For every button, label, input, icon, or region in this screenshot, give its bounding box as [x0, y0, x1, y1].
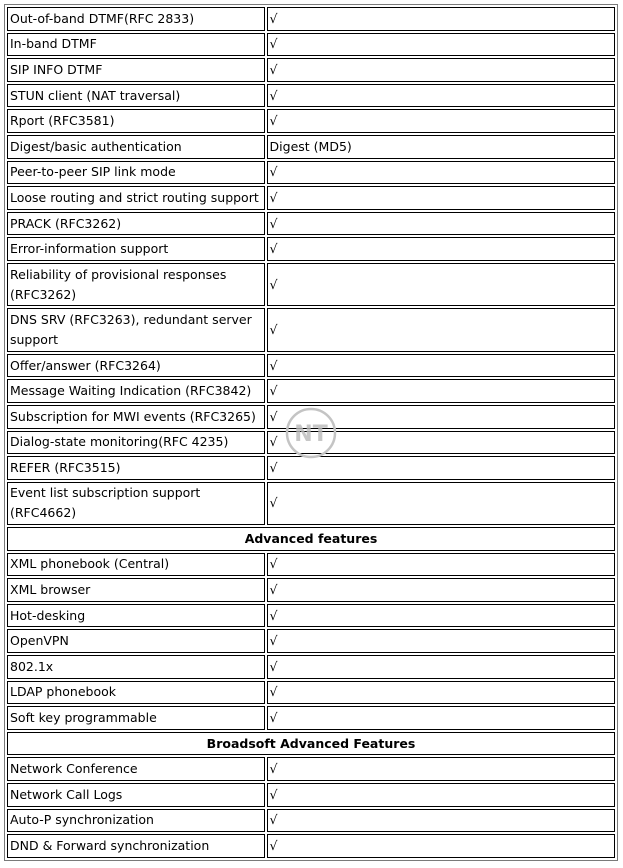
supported-check-cell: √: [267, 482, 615, 525]
supported-check-cell: √: [267, 7, 615, 31]
feature-row: [7, 783, 615, 807]
feature-row: [7, 354, 615, 378]
feature-name-cell: Dialog-state monitoring(RFC 4235): [7, 431, 265, 455]
feature-row: [7, 58, 615, 82]
feature-name-cell: PRACK (RFC3262): [7, 212, 265, 236]
feature-row: [7, 834, 615, 858]
supported-check-cell: √: [267, 84, 615, 108]
feature-name-cell: In-band DTMF: [7, 33, 265, 57]
feature-name-cell: Network Call Logs: [7, 783, 265, 807]
feature-name-cell: XML browser: [7, 578, 265, 602]
feature-name-cell: Soft key programmable: [7, 706, 265, 730]
section-title: Advanced features: [7, 527, 615, 551]
feature-row: [7, 109, 615, 133]
supported-check-cell: √: [267, 456, 615, 480]
feature-name-cell: Digest/basic authentication: [7, 135, 265, 159]
supported-check-cell: √: [267, 706, 615, 730]
feature-name-cell: Hot-desking: [7, 604, 265, 628]
feature-name-cell: Rport (RFC3581): [7, 109, 265, 133]
supported-check-cell: √: [267, 263, 615, 306]
feature-row: [7, 84, 615, 108]
feature-name-cell: Network Conference: [7, 757, 265, 781]
supported-check-cell: √: [267, 58, 615, 82]
section-header-row: [7, 732, 615, 756]
feature-name-cell: XML phonebook (Central): [7, 553, 265, 577]
supported-check-cell: √: [267, 629, 615, 653]
feature-name-cell: SIP INFO DTMF: [7, 58, 265, 82]
feature-row: [7, 135, 615, 159]
feature-row: [7, 405, 615, 429]
feature-name-cell: Offer/answer (RFC3264): [7, 354, 265, 378]
feature-row: [7, 706, 615, 730]
supported-check-cell: √: [267, 783, 615, 807]
feature-name-cell: Peer-to-peer SIP link mode: [7, 161, 265, 185]
feature-row: [7, 212, 615, 236]
supported-check-cell: √: [267, 212, 615, 236]
supported-check-cell: √: [267, 604, 615, 628]
supported-check-cell: √: [267, 33, 615, 57]
feature-name-cell: Reliability of provisional responses (RFC3262): [7, 263, 265, 306]
feature-row: [7, 308, 615, 351]
section-header-row: [7, 527, 615, 551]
supported-check-cell: √: [267, 809, 615, 833]
feature-row: [7, 263, 615, 306]
watermark-text: NT: [294, 422, 328, 447]
feature-row: [7, 604, 615, 628]
feature-row: [7, 237, 615, 261]
feature-name-cell: DNS SRV (RFC3263), redundant server support: [7, 308, 265, 351]
feature-name-cell: Event list subscription support (RFC4662): [7, 482, 265, 525]
feature-row: [7, 681, 615, 705]
supported-check-cell: √: [267, 834, 615, 858]
feature-row: [7, 186, 615, 210]
feature-name-cell: Out-of-band DTMF(RFC 2833): [7, 7, 265, 31]
supported-check-cell: √: [267, 553, 615, 577]
feature-row: [7, 161, 615, 185]
supported-check-cell: √: [267, 354, 615, 378]
supported-check-cell: √: [267, 431, 615, 455]
feature-row: [7, 809, 615, 833]
supported-check-cell: √: [267, 109, 615, 133]
supported-check-cell: √: [267, 655, 615, 679]
feature-row: [7, 757, 615, 781]
feature-row: [7, 578, 615, 602]
supported-check-cell: √: [267, 161, 615, 185]
feature-row: [7, 379, 615, 403]
feature-name-cell: Error-information support: [7, 237, 265, 261]
feature-spec-table: [4, 4, 618, 861]
supported-check-cell: √: [267, 405, 615, 429]
feature-row: [7, 456, 615, 480]
supported-check-cell: √: [267, 237, 615, 261]
feature-name-cell: Loose routing and strict routing support: [7, 186, 265, 210]
feature-name-cell: Auto-P synchronization: [7, 809, 265, 833]
supported-check-cell: √: [267, 681, 615, 705]
feature-name-cell: REFER (RFC3515): [7, 456, 265, 480]
feature-name-cell: OpenVPN: [7, 629, 265, 653]
feature-name-cell: 802.1x: [7, 655, 265, 679]
feature-value-cell: Digest (MD5): [267, 135, 615, 159]
feature-name-cell: LDAP phonebook: [7, 681, 265, 705]
feature-row: [7, 553, 615, 577]
feature-row: [7, 431, 615, 455]
feature-name-cell: Subscription for MWI events (RFC3265): [7, 405, 265, 429]
supported-check-cell: √: [267, 757, 615, 781]
feature-row: [7, 629, 615, 653]
supported-check-cell: √: [267, 308, 615, 351]
feature-row: [7, 33, 615, 57]
feature-spec-body: [7, 7, 615, 858]
feature-name-cell: Message Waiting Indication (RFC3842): [7, 379, 265, 403]
feature-row: [7, 482, 615, 525]
supported-check-cell: √: [267, 186, 615, 210]
supported-check-cell: √: [267, 578, 615, 602]
section-title: Broadsoft Advanced Features: [7, 732, 615, 756]
feature-name-cell: DND & Forward synchronization: [7, 834, 265, 858]
feature-name-cell: STUN client (NAT traversal): [7, 84, 265, 108]
feature-row: [7, 7, 615, 31]
feature-row: [7, 655, 615, 679]
supported-check-cell: √: [267, 379, 615, 403]
